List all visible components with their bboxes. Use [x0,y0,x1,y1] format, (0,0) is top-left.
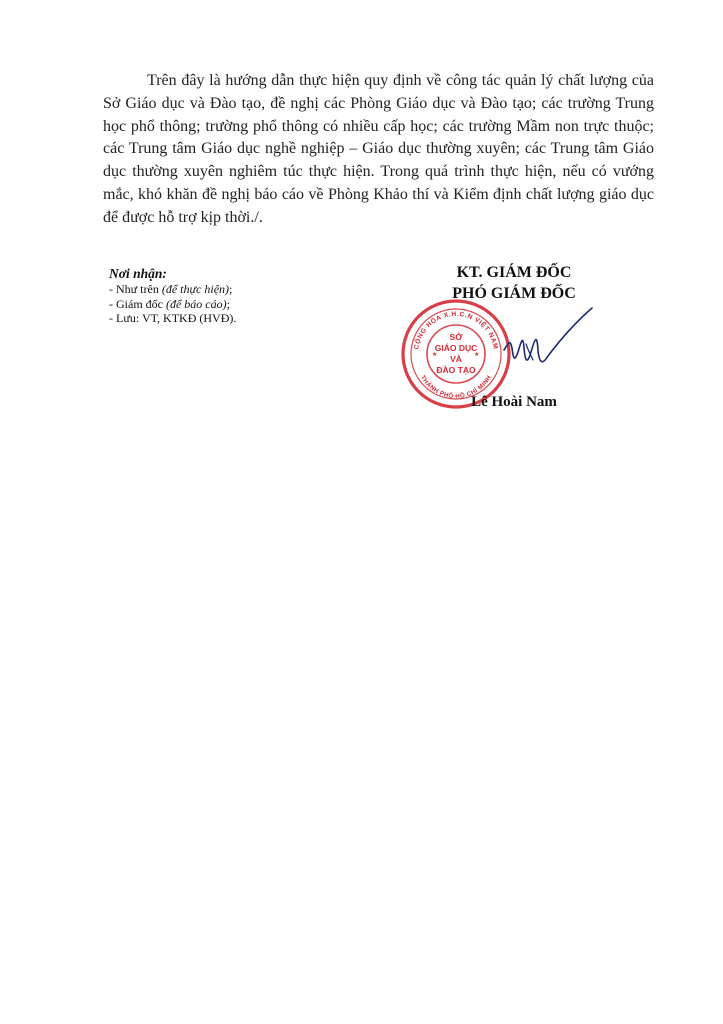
recipient-text: - Như trên [109,282,162,296]
recipient-text: - Lưu: VT, KTKĐ (HVĐ). [109,311,237,325]
recipient-text: - Giám đốc [109,296,166,311]
recipient-item [109,282,369,297]
recipient-suffix: ; [226,296,230,311]
stamp-outer-text: CỘNG HÒA X.H.C.N VIỆT NAM [413,310,499,351]
recipient-suffix: ; [229,282,233,296]
stamp-center-line: GIÁO DỤC [434,343,478,353]
stamp-center-line: SỞ [449,332,463,342]
handwritten-signature [500,304,595,376]
signature-block [400,262,628,422]
recipient-item [109,297,369,312]
stamp-center-line: VÀ [450,354,462,364]
signer-title-line2: PHÓ GIÁM ĐỐC [452,285,576,302]
recipients-block [109,265,369,326]
recipient-item [109,311,369,326]
recipients-title: Nơi nhận: [109,266,167,281]
svg-text:★: ★ [474,352,480,358]
signer-name: Lê Hoài Nam [471,394,557,410]
recipient-note: (để thực hiện) [161,282,230,296]
stamp-center-line: ĐÀO TẠO [436,365,476,375]
signer-title-line1: KT. GIÁM ĐỐC [456,264,572,281]
recipient-note: (để báo cáo) [165,296,227,311]
svg-text:★: ★ [432,352,438,358]
body-paragraph: Trên đây là hướng dẫn thực hiện quy định về công tác quản lý chất lượng của Sở Giáo dục và Đào tạo, đề nghị các Phòng Giáo dục và Đào tạo; các trường Trung học phổ thông; trường phổ thông có nhiều cấp học; các trường Mầm non trực thuộc; các Trung tâm Giáo dục nghề nghiệp – Giáo dục thường xuyên; các Trung tâm Giáo dục thường xuyên nghiêm túc thực hiện. Trong quá trình thực hiện, nếu có vướng mắc, khó khăn đề nghị báo cáo về Phòng Khảo thí và Kiểm định chất lượng giáo dục để được hỗ trợ kịp thời./. [103,72,654,226]
stamp-bottom-text: THÀNH PHỐ HỒ CHÍ MINH [418,374,494,401]
